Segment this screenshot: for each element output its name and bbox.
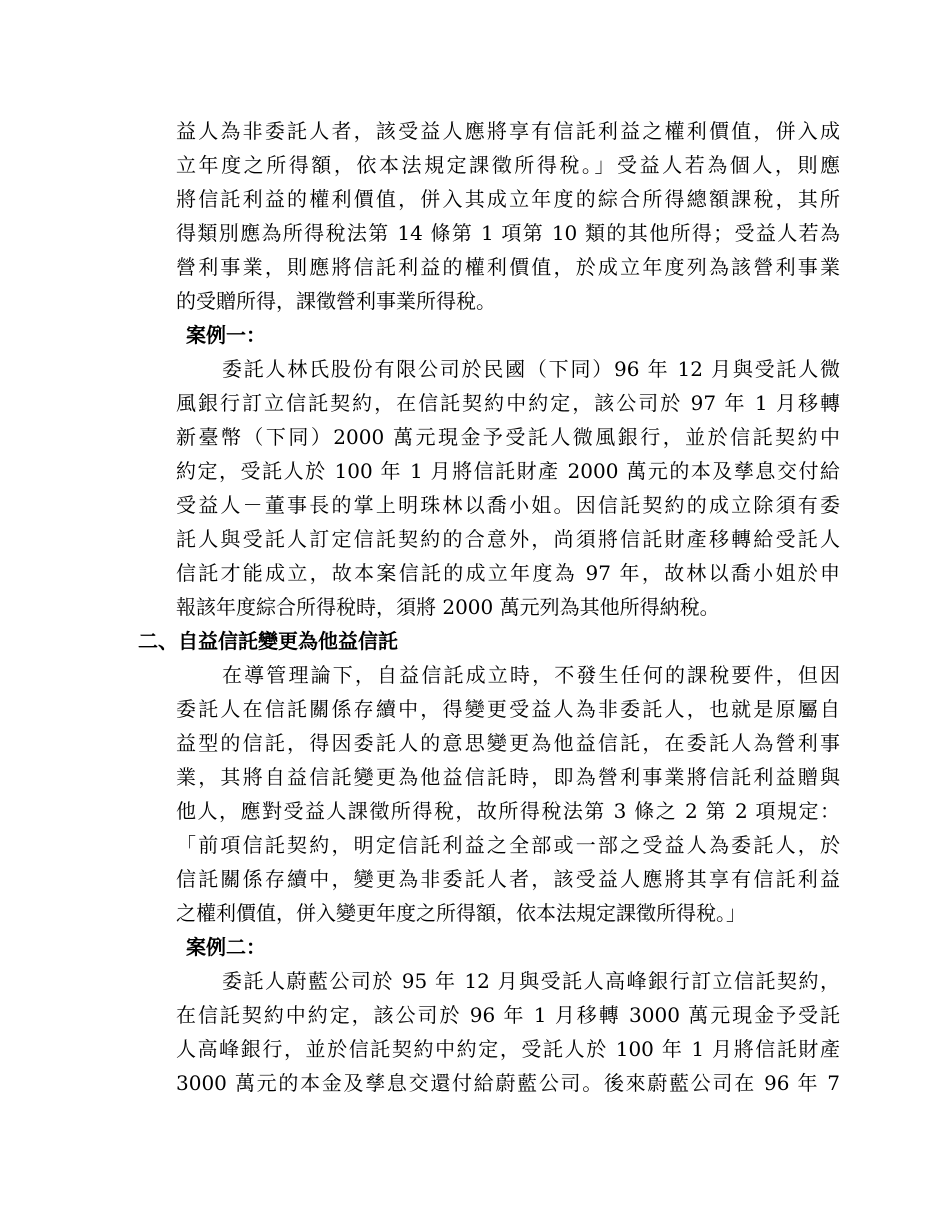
paragraph-line: 之權利價值，併入變更年度之所得額，依本法規定課徵所得稅。」 bbox=[176, 901, 746, 925]
paragraph-line: 「前項信託契約，明定信託利益之全部或一部之受益人為委託人，於 bbox=[176, 833, 840, 857]
paragraph-line: 益人為非委託人者，該受益人應將享有信託利益之權利價值，併入成 bbox=[176, 119, 840, 143]
paragraph-line: 風銀行訂立信託契約，在信託契約中約定，該公司於 97 年 1 月移轉 bbox=[176, 391, 840, 415]
paragraph-line: 約定，受託人於 100 年 1 月將信託財產 2000 萬元的本及孳息交付給 bbox=[176, 459, 840, 483]
paragraph-line: 將信託利益的權利價值，併入其成立年度的綜合所得總額課稅，其所 bbox=[176, 187, 840, 211]
paragraph-line: 益型的信託，得因委託人的意思變更為他益信託，在委託人為營利事 bbox=[176, 731, 840, 755]
paragraph-line: 委託人在信託關係存續中，得變更受益人為非委託人，也就是原屬自 bbox=[176, 697, 840, 721]
paragraph-line: 新臺幣（下同）2000 萬元現金予受託人微風銀行，並於信託契約中 bbox=[176, 425, 840, 449]
paragraph-line: 得類別應為所得稅法第 14 條第 1 項第 10 類的其他所得；受益人若為 bbox=[176, 221, 840, 245]
paragraph-line: 立年度之所得額，依本法規定課徵所得稅。」受益人若為個人，則應 bbox=[176, 153, 840, 177]
paragraph-line: 信託關係存續中，變更為非委託人者，該受益人應將其享有信託利益 bbox=[176, 867, 840, 891]
paragraph-line: 在信託契約中約定，該公司於 96 年 1 月移轉 3000 萬元現金予受託 bbox=[176, 1003, 840, 1027]
paragraph-line: 的受贈所得，課徵營利事業所得稅。 bbox=[176, 289, 496, 313]
paragraph-line: 3000 萬元的本金及孳息交還付給蔚藍公司。後來蔚藍公司在 96 年 7 bbox=[176, 1071, 840, 1095]
paragraph-line: 託人與受託人訂定信託契約的合意外，尚須將信託財產移轉給受託人 bbox=[176, 527, 840, 551]
case-heading: 案例一： bbox=[186, 323, 266, 347]
paragraph-line: 業，其將自益信託變更為他益信託時，即為營利事業將信託利益贈與 bbox=[176, 765, 840, 789]
paragraph-line: 在導管理論下，自益信託成立時，不發生任何的課稅要件，但因 bbox=[222, 663, 840, 687]
paragraph-line: 營利事業，則應將信託利益的權利價值，於成立年度列為該營利事業 bbox=[176, 255, 840, 279]
paragraph-line: 報該年度綜合所得稅時，須將 2000 萬元列為其他所得納稅。 bbox=[176, 595, 720, 619]
paragraph-line: 委託人林氏股份有限公司於民國（下同）96 年 12 月與受託人微 bbox=[222, 357, 840, 381]
paragraph-line: 他人，應對受益人課徵所得稅，故所得稅法第 3 條之 2 第 2 項規定： bbox=[176, 799, 840, 823]
paragraph-line: 信託才能成立，故本案信託的成立年度為 97 年，故林以喬小姐於申 bbox=[176, 561, 840, 585]
section-heading: 二、自益信託變更為他益信託 bbox=[138, 629, 398, 653]
case-heading: 案例二： bbox=[186, 935, 266, 959]
paragraph-line: 受益人－董事長的掌上明珠林以喬小姐。因信託契約的成立除須有委 bbox=[176, 493, 840, 517]
paragraph-line: 委託人蔚藍公司於 95 年 12 月與受託人高峰銀行訂立信託契約， bbox=[222, 969, 840, 993]
paragraph-line: 人高峰銀行，並於信託契約中約定，受託人於 100 年 1 月將信託財產 bbox=[176, 1037, 840, 1061]
